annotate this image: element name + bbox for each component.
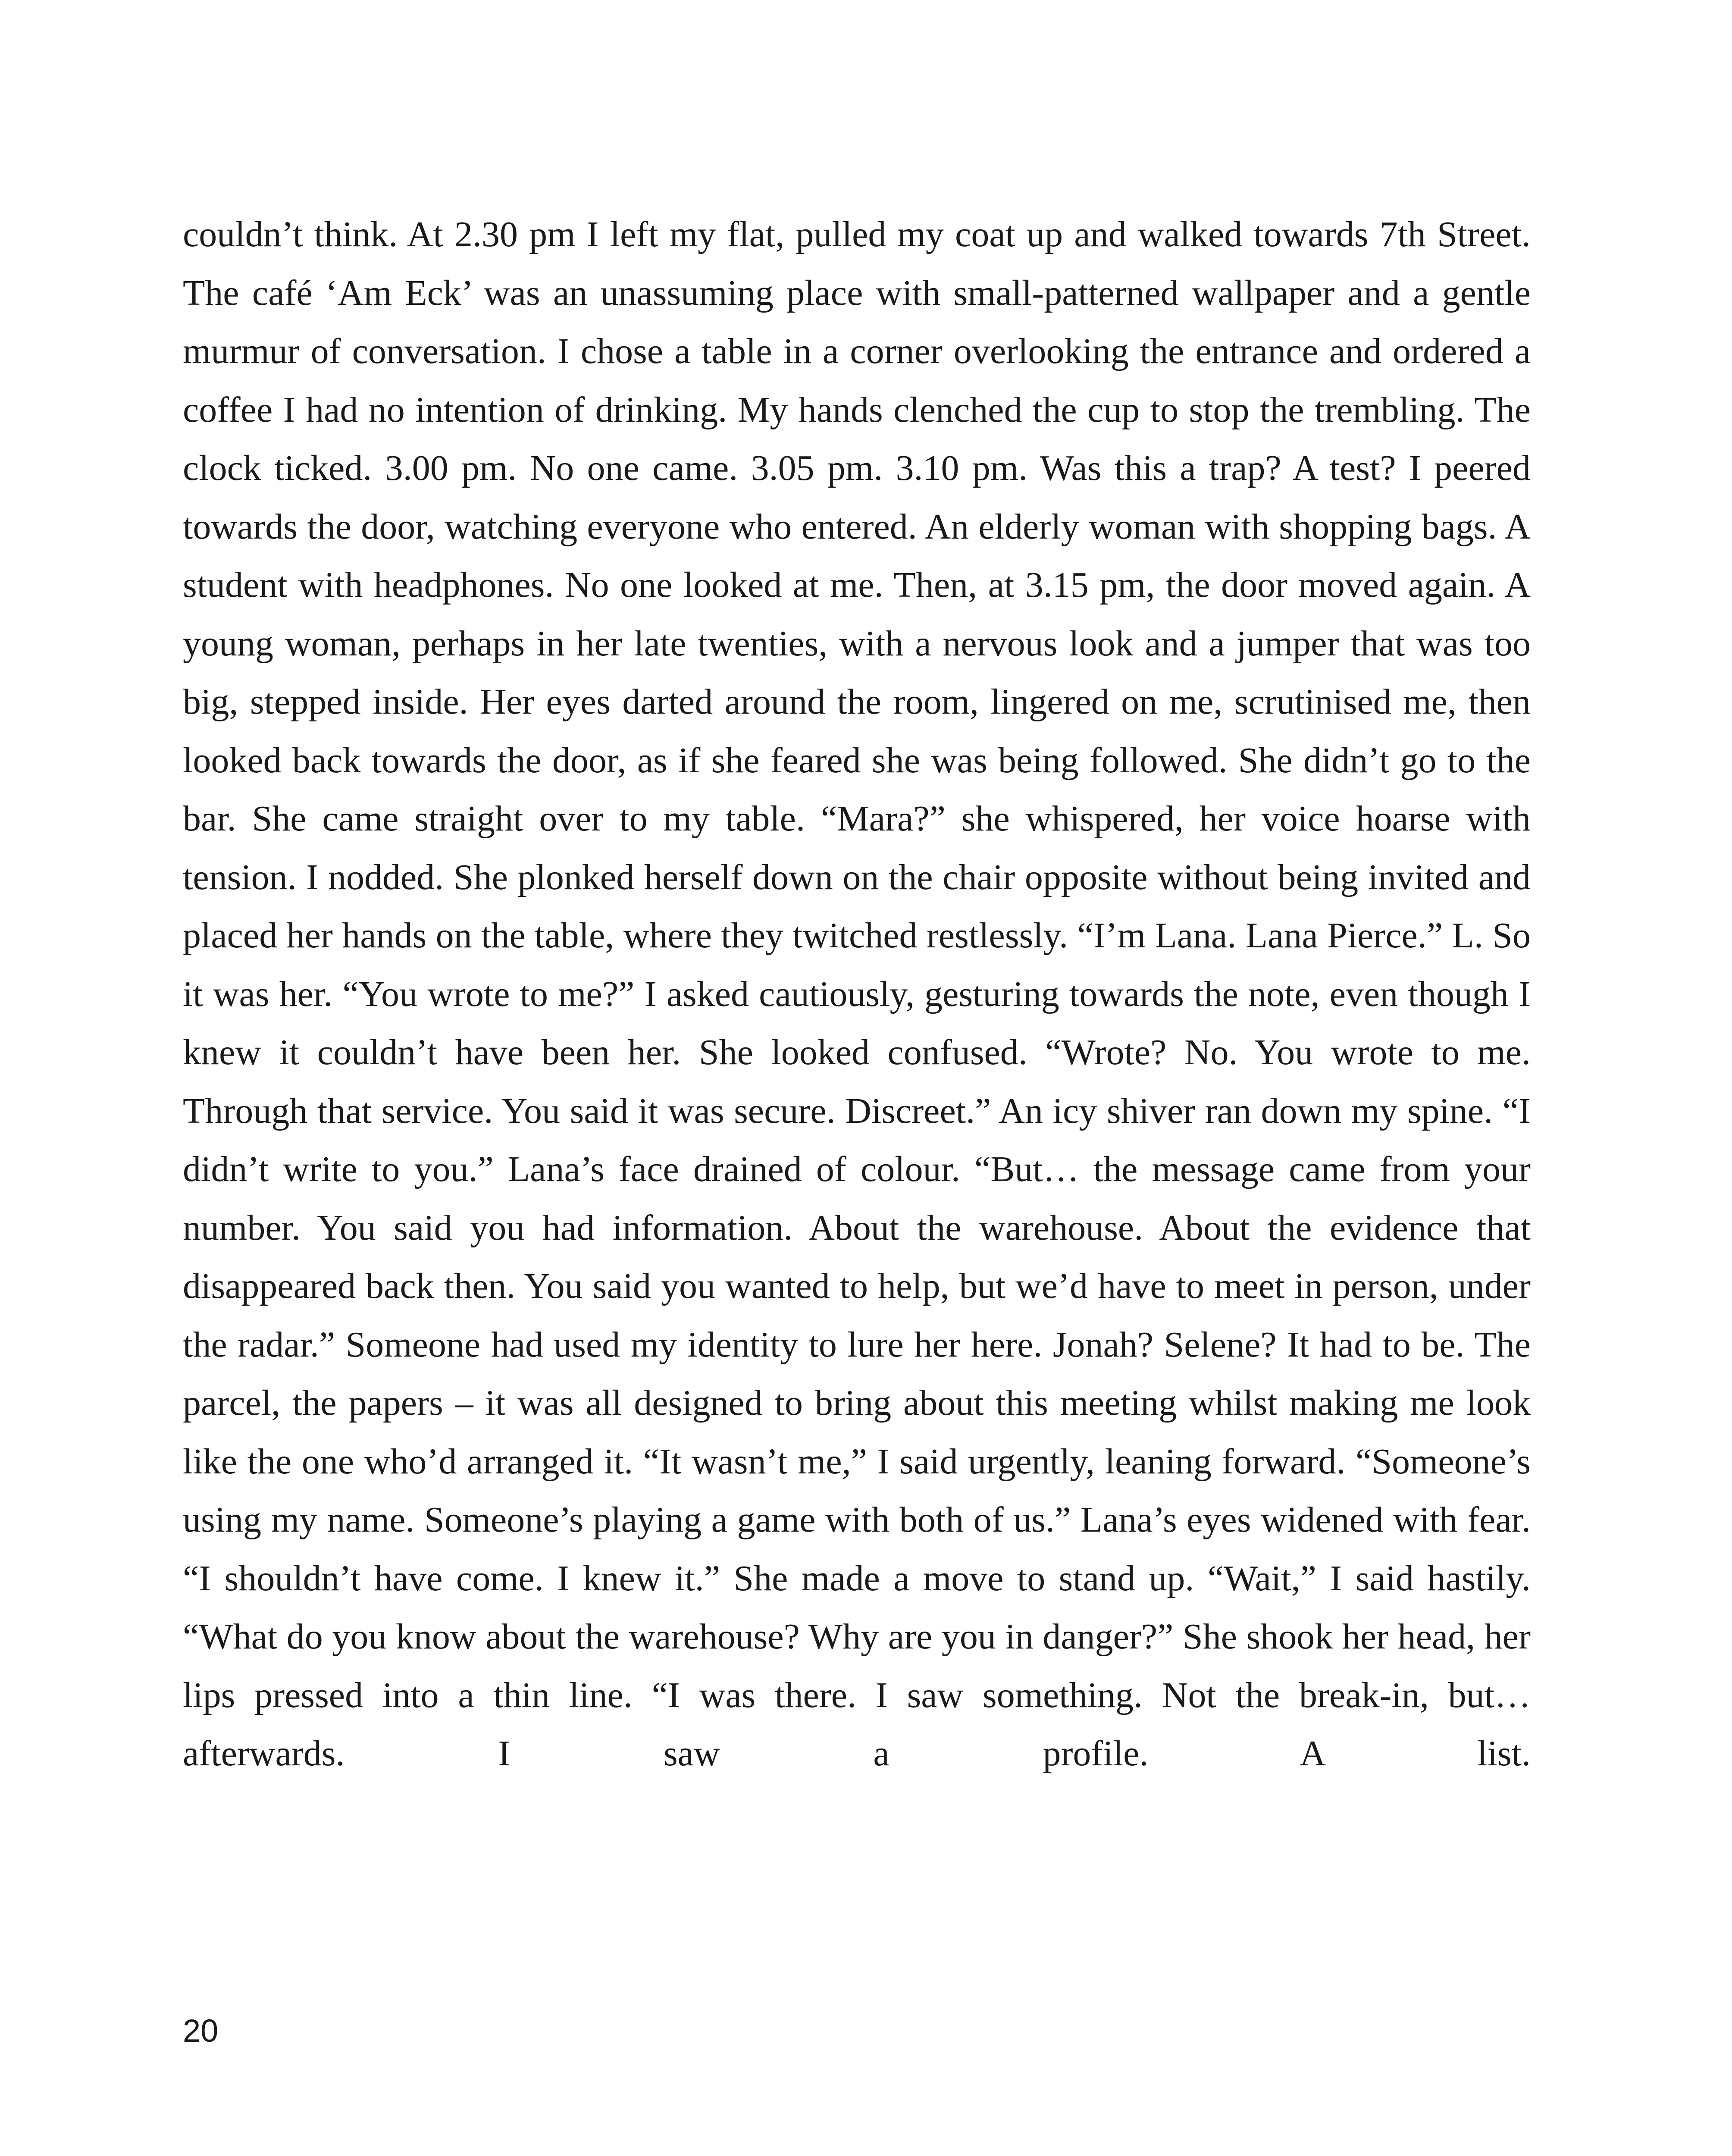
page-number: 20 — [183, 2013, 219, 2049]
body-paragraph: couldn’t think. At 2.30 pm I left my flat, pulled my coat up and walked towards 7th Street. The café ‘Am Eck’ was an unassuming place with small-patterned wallpaper and a gentle murmur of conversation. I chose a table in a corner overlooking the entrance and ordered a coffee I had no intention of drinking. My hands clenched the cup to stop the trembling. The clock ticked. 3.00 pm. No one came. 3.05 pm. 3.10 pm. Was this a trap? A test? I peered towards the door, watching everyone who entered. An elderly woman with shopping bags. A student with headphones. No one looked at me. Then, at 3.15 pm, the door moved again. A young woman, perhaps in her late twenties, with a nervous look and a jumper that was too big, stepped inside. Her eyes darted around the room, lingered on me, scrutinised me, then looked back towards the door, as if she feared she was being followed. She didn’t go to the bar. She came straight over to my table. “Mara?” she whispered, her voice hoarse with tension. I nodded. She plonked herself down on the chair opposite without being invited and placed her hands on the table, where they twitched restlessly. “I’m Lana. Lana Pierce.” L. So it was her. “You wrote to me?” I asked cautiously, gesturing towards the note, even though I knew it couldn’t have been her. She looked confused. “Wrote? No. You wrote to me. Through that service. You said it was secure. Discreet.” An icy shiver ran down my spine. “I didn’t write to you.” Lana’s face drained of colour. “But… the message came from your number. You said you had information. About the warehouse. About the evidence that disappeared back then. You said you wanted to help, but we’d have to meet in person, under the radar.” Someone had used my identity to lure her here. Jonah? Selene? It had to be. The parcel, the papers – it was all designed to bring about this meeting whilst making me look like the one who’d arranged it. “It wasn’t me,” I said urgently, leaning forward. “Someone’s using my name. Someone’s playing a game with both of us.” Lana’s eyes widened with fear. “I shouldn’t have come. I knew it.” She made a move to stand up. “Wait,” I said hastily. “What do you know about the warehouse? Why are you in danger?” She shook her head, her lips pressed into a thin line. “I was there. I saw something. Not the break-in, but… afterwards. I saw a profile. A list. — [183, 214, 1531, 1774]
